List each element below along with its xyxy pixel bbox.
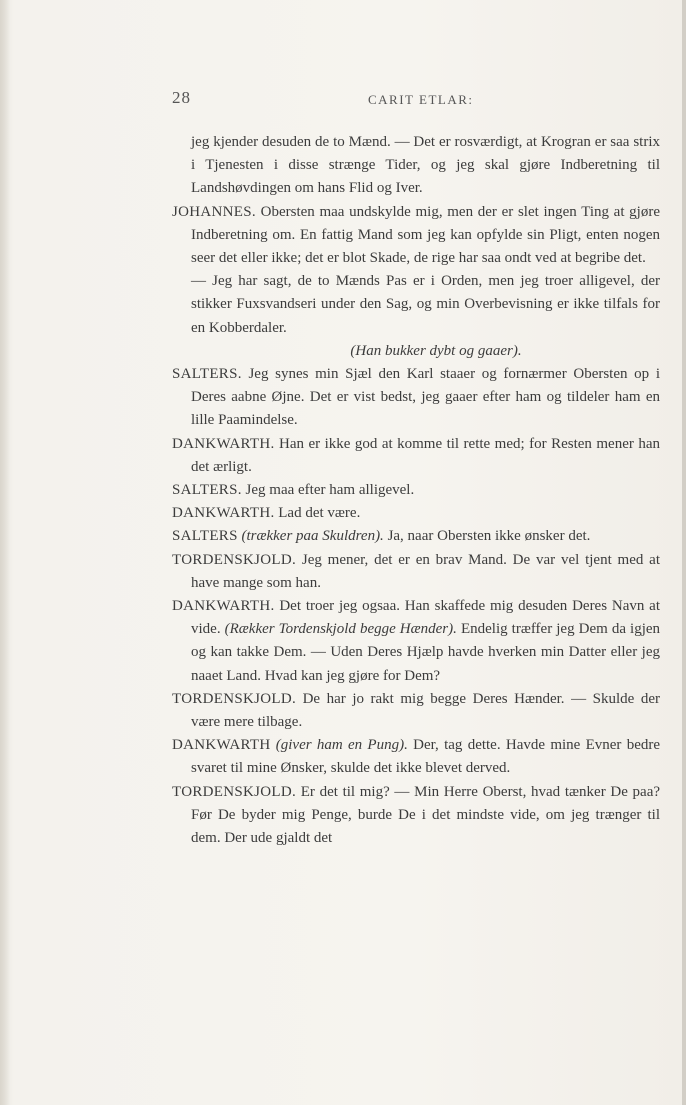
dialogue-text: De har jo rakt mig begge Deres Hænder. — Skulde der være mere tilbage. bbox=[191, 690, 661, 731]
dialogue-paragraph bbox=[172, 363, 660, 433]
dialogue-paragraph bbox=[172, 595, 660, 688]
dialogue-text: Der, tag dette. Havde mine Evner bedre svaret til mine Ønsker, skulde det ikke blevet derved. bbox=[191, 737, 661, 777]
dialogue-text: Jeg mener, det er en brav Mand. De var vel tjent med at have mange som han. bbox=[191, 551, 661, 591]
dialogue-text: Er det til mig? — Min Herre Oberst, hvad tænker De paa? Før De byder mig Penge, burde De i det mindste vide, om jeg trænger til dem. Der ude gjaldt det bbox=[191, 783, 661, 847]
dialogue-text: Jeg synes min Sjæl den Karl staaer og fornærmer Obersten op i Deres aabne Øjne. Det er vist bedst, jeg gaaer efter ham og tildeler ham en lille Paamindelse. bbox=[191, 366, 660, 429]
dialogue-continuation bbox=[172, 270, 660, 340]
page-number: 28 bbox=[172, 88, 191, 107]
speaker-name: DANKWARTH. bbox=[172, 435, 275, 452]
dialogue-paragraph bbox=[172, 688, 660, 734]
dialogue-text: Det troer jeg ogsaa. Han skaffede mig desuden Deres Navn at vide. bbox=[191, 598, 661, 638]
page-left-edge bbox=[0, 0, 10, 1105]
speaker-name: SALTERS. bbox=[172, 482, 242, 499]
stage-direction bbox=[172, 340, 660, 363]
speaker-name: TORDENSKJOLD. bbox=[172, 551, 297, 568]
speaker-name: SALTERS bbox=[172, 528, 238, 545]
dialogue-paragraph bbox=[172, 502, 660, 525]
page-text bbox=[172, 131, 660, 850]
speaker-name: SALTERS. bbox=[172, 366, 242, 383]
speaker-name: JOHANNES. bbox=[172, 203, 256, 220]
page-header bbox=[172, 88, 662, 112]
dialogue-text: Lad det være. bbox=[278, 505, 361, 522]
dialogue-paragraph bbox=[172, 433, 660, 479]
speaker-name: DANKWARTH. bbox=[172, 598, 275, 615]
dialogue-paragraph bbox=[172, 525, 660, 548]
stage-direction-text: (trækker paa Skuldren). bbox=[241, 528, 384, 545]
stage-direction-text: (giver ham en Pung). bbox=[275, 737, 408, 754]
dialogue-text: Jeg maa efter ham alligevel. bbox=[245, 482, 415, 499]
speaker-name: TORDENSKJOLD. bbox=[172, 783, 297, 800]
dialogue-text: Han er ikke god at komme til rette med; for Resten mener han det ærligt. bbox=[191, 435, 660, 475]
dialogue-paragraph bbox=[172, 549, 660, 595]
speaker-name: DANKWARTH. bbox=[172, 505, 275, 522]
dialogue-text: — Jeg har sagt, de to Mænds Pas er i Orden, men jeg troer alligevel, der stikker Fuxsvandseri under den Sag, og min Overbevisning er ikke tilfals for en Kobberdaler. bbox=[191, 273, 660, 336]
paragraph-continuation bbox=[172, 131, 660, 201]
dialogue-paragraph bbox=[172, 479, 660, 502]
speaker-name: DANKWARTH bbox=[172, 737, 271, 754]
dialogue-paragraph bbox=[172, 201, 660, 271]
stage-direction-text: (Han bukker dybt og gaaer). bbox=[350, 342, 522, 359]
running-head: CARIT ETLAR: bbox=[368, 92, 474, 107]
dialogue-text: Obersten maa undskylde mig, men der er slet ingen Ting at gjøre Indberetning om. En fattig Mand som jeg kan opfylde sin Pligt, enten nogen seer det eller ikke; det er blot Skade, de rige har saa ondt ved at begribe det. bbox=[191, 203, 661, 267]
stage-direction-text: (Rækker Tordenskjold begge Hænder). bbox=[224, 621, 457, 638]
page-right-edge bbox=[682, 0, 686, 1105]
dialogue-text: Ja, naar Obersten ikke ønsker det. bbox=[387, 528, 591, 545]
dialogue-paragraph bbox=[172, 781, 660, 851]
dialogue-text: jeg kjender desuden de to Mænd. — Det er rosværdigt, at Krogran er saa strix i Tjenesten i disse strænge Tider, og jeg skal gjøre Indberetning til Landshøvdingen om hans Flid og Iver. bbox=[191, 134, 660, 197]
speaker-name: TORDENSKJOLD. bbox=[172, 690, 297, 707]
dialogue-text: Endelig træffer jeg Dem da igjen og kan takke Dem. — Uden Deres Hjælp havde hverken min Datter eller jeg naaet Land. Hvad kan jeg gjøre for Dem? bbox=[191, 621, 661, 684]
dialogue-paragraph bbox=[172, 734, 660, 780]
